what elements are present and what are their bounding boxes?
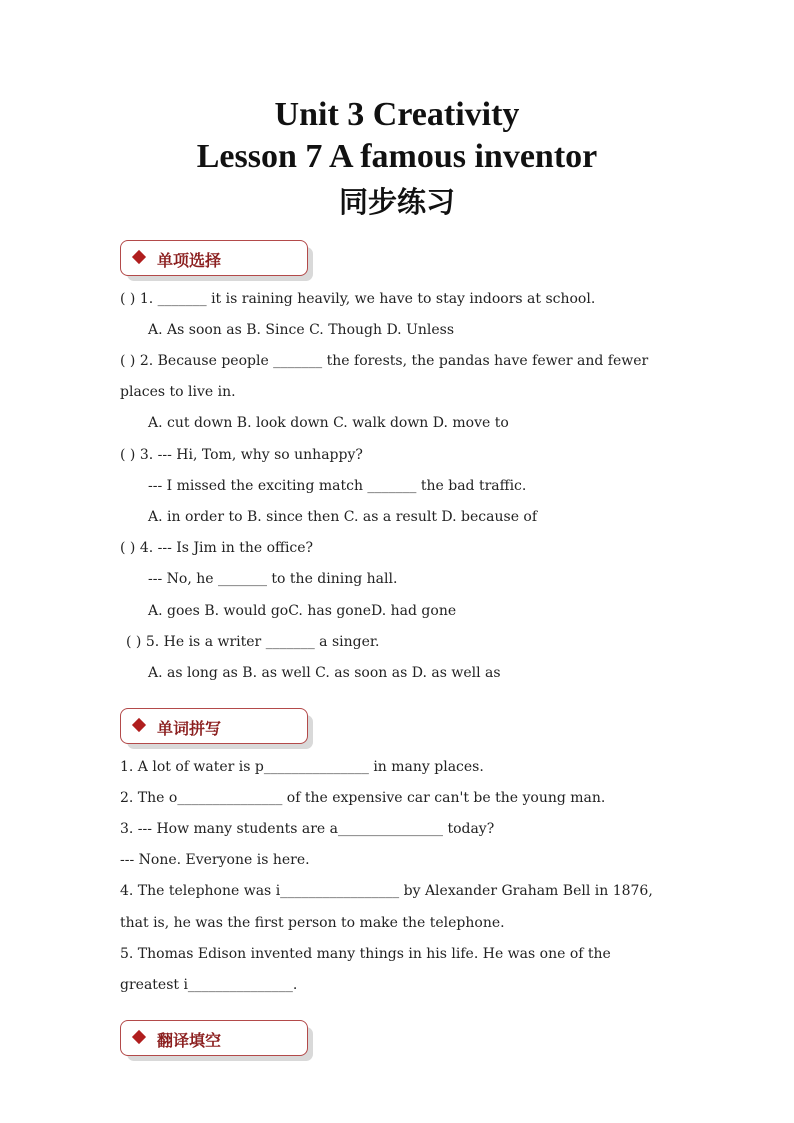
title-subtitle: 同步练习 bbox=[338, 185, 455, 219]
spelling-5: 5. Thomas Edison invented many things in his life. He was one of the bbox=[120, 946, 611, 962]
title-lesson: Lesson 7 A famous inventor bbox=[196, 138, 598, 175]
question-1: ( ) 1. _______ it is raining heavily, we have to stay indoors at school. bbox=[120, 291, 596, 307]
section-header-translation bbox=[120, 1020, 308, 1056]
question-5: ( ) 5. He is a writer _______ a singer. bbox=[126, 634, 380, 650]
question-2-options: A. cut down B. look down C. walk down D. move to bbox=[148, 415, 509, 431]
spelling-2: 2. The o_______________ of the expensive car can't be the young man. bbox=[120, 790, 606, 806]
section-header-spelling bbox=[120, 708, 308, 744]
question-3-cont: --- I missed the exciting match _______ the bad traffic. bbox=[148, 478, 527, 494]
question-1-options: A. As soon as B. Since C. Though D. Unless bbox=[148, 322, 455, 338]
spelling-4-cont: that is, he was the first person to make the telephone. bbox=[120, 915, 505, 931]
diamond-icon bbox=[132, 250, 146, 264]
question-4: ( ) 4. --- Is Jim in the office? bbox=[120, 540, 314, 556]
spelling-3: 3. --- How many students are a_______________ today? bbox=[120, 821, 495, 837]
question-4-cont: --- No, he _______ to the dining hall. bbox=[148, 571, 398, 587]
section-header-multiple-choice bbox=[120, 240, 308, 276]
title-unit: Unit 3 Creativity bbox=[274, 96, 520, 133]
spelling-5-cont: greatest i_______________. bbox=[120, 977, 298, 993]
section-label: 单词拼写 bbox=[157, 719, 222, 738]
section-label: 翻译填空 bbox=[157, 1031, 222, 1050]
question-2: ( ) 2. Because people _______ the forests, the pandas have fewer and fewer bbox=[120, 353, 649, 369]
question-4-options: A. goes B. would goC. has goneD. had gone bbox=[148, 603, 457, 619]
diamond-icon bbox=[132, 718, 146, 732]
question-5-options: A. as long as B. as well C. as soon as D. as well as bbox=[148, 665, 501, 681]
question-3-options: A. in order to B. since then C. as a result D. because of bbox=[148, 509, 538, 525]
question-3: ( ) 3. --- Hi, Tom, why so unhappy? bbox=[120, 447, 363, 463]
spelling-3-cont: --- None. Everyone is here. bbox=[120, 852, 310, 868]
question-2-cont: places to live in. bbox=[120, 384, 236, 400]
diamond-icon bbox=[132, 1030, 146, 1044]
section-label: 单项选择 bbox=[157, 251, 222, 270]
spelling-4: 4. The telephone was i_________________ by Alexander Graham Bell in 1876, bbox=[120, 883, 653, 899]
spelling-1: 1. A lot of water is p_______________ in many places. bbox=[120, 759, 484, 775]
